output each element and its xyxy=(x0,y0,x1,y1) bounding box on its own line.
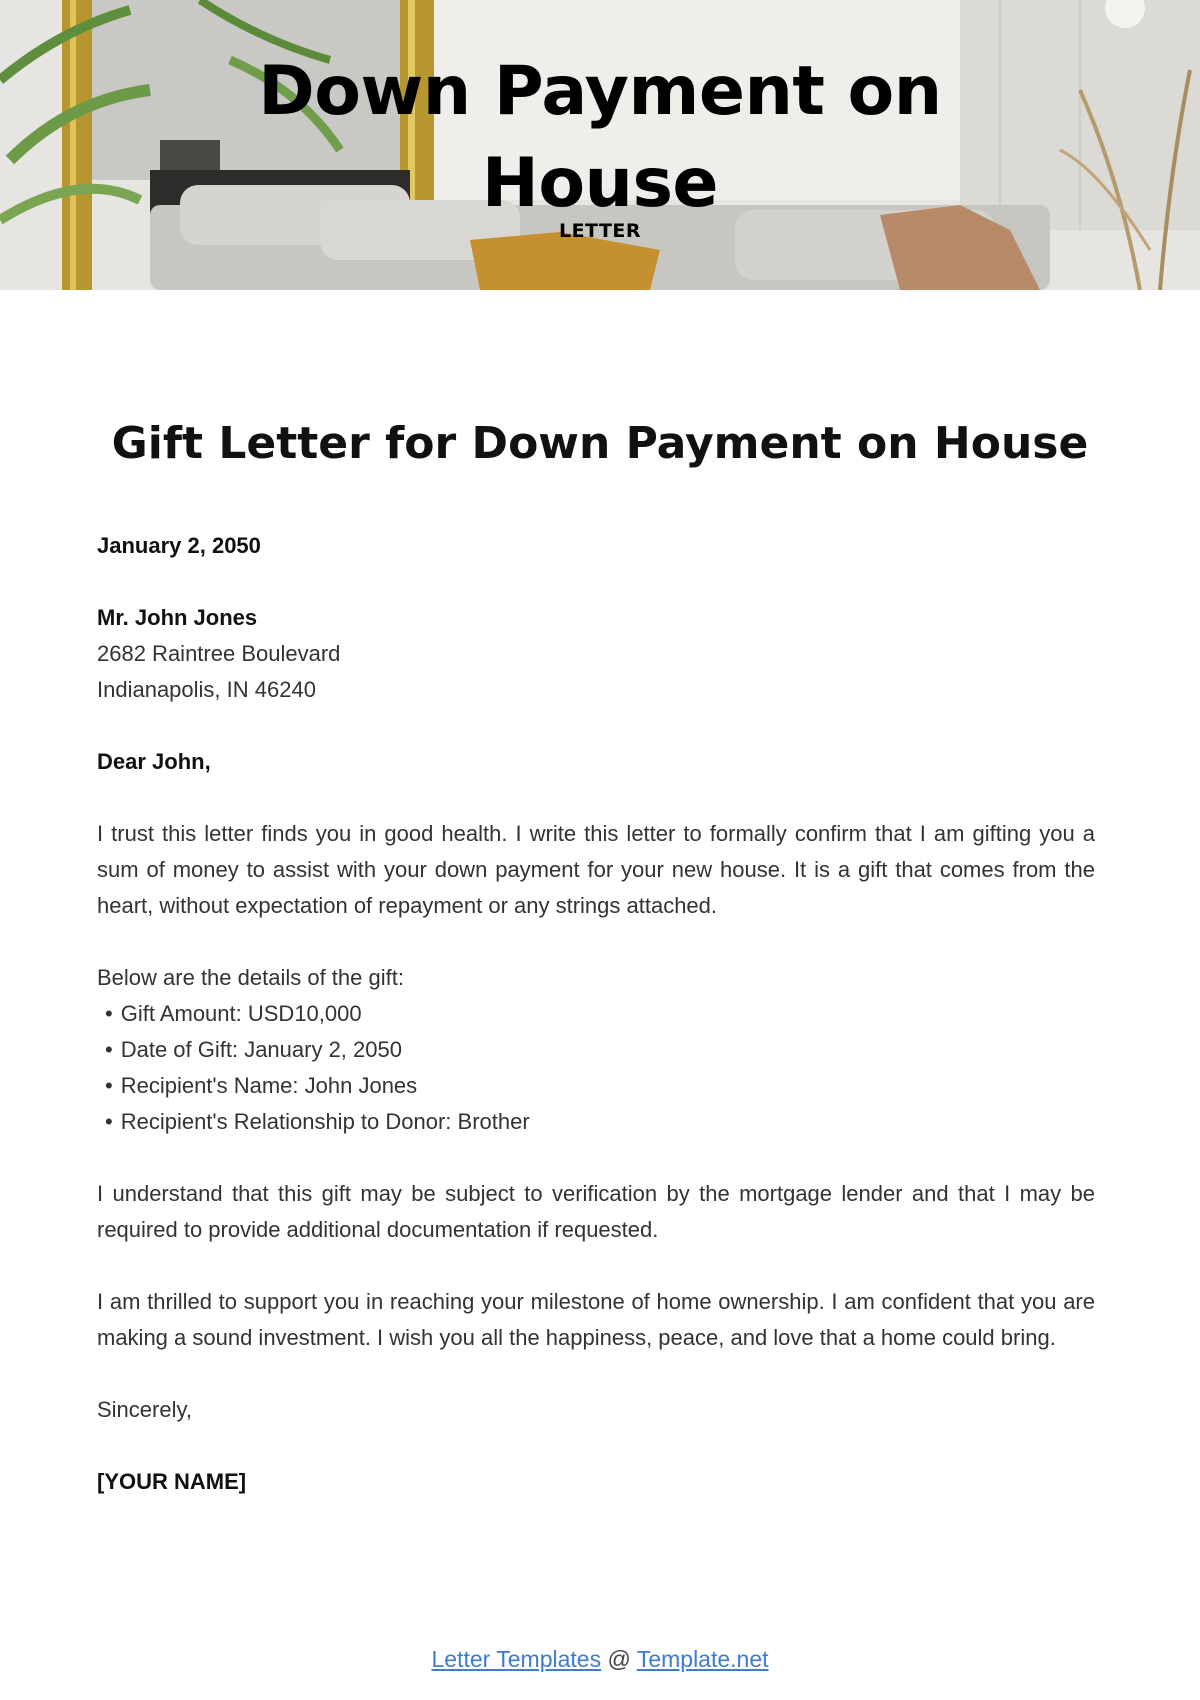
recipient-address-line1: 2682 Raintree Boulevard xyxy=(97,641,341,666)
banner-title-line2: House xyxy=(481,144,719,223)
header-banner xyxy=(0,0,1200,290)
paragraph-verification: I understand that this gift may be subject to verification by the mortgage lender and that I may be required to provide additional documentation if requested. xyxy=(97,1181,1095,1242)
list-item: • Gift Amount: USD10,000 xyxy=(97,996,1095,1032)
document-title: Gift Letter for Down Payment on House xyxy=(111,418,1089,469)
footer-separator: @ xyxy=(607,1646,631,1672)
list-item: • Date of Gift: January 2, 2050 xyxy=(97,1032,1095,1068)
salutation: Dear John, xyxy=(97,749,211,774)
banner-title xyxy=(0,46,1200,230)
paragraph-intro: I trust this letter finds you in good health. I write this letter to formally confirm that I am gifting you a sum of money to assist with your down payment for your new house. It is a gift that comes from the heart, without expectation of repayment or any strings attached. xyxy=(97,821,1095,918)
banner-subtitle: LETTER xyxy=(558,220,642,242)
banner-title-line1: Down Payment on xyxy=(258,52,942,131)
recipient-address-line2: Indianapolis, IN 46240 xyxy=(97,677,316,702)
recipient-name: Mr. John Jones xyxy=(97,605,258,630)
details-intro: Below are the details of the gift: xyxy=(97,965,404,990)
list-item: • Recipient's Name: John Jones xyxy=(97,1068,1095,1104)
footer xyxy=(0,1646,1200,1673)
closing: Sincerely, xyxy=(97,1397,192,1422)
list-item: • Recipient's Relationship to Donor: Brother xyxy=(97,1104,1095,1140)
signature-name: [YOUR NAME] xyxy=(97,1469,247,1494)
letter-date: January 2, 2050 xyxy=(97,533,261,558)
template-net-link[interactable]: Template.net xyxy=(636,1646,769,1672)
letter-body xyxy=(97,528,1095,1500)
paragraph-support: I am thrilled to support you in reaching your milestone of home ownership. I am confident that you are making a sound investment. I wish you all the happiness, peace, and love that a home could bring. xyxy=(97,1289,1095,1350)
letter-templates-link[interactable]: Letter Templates xyxy=(431,1646,602,1672)
gift-details-list xyxy=(97,996,1095,1140)
